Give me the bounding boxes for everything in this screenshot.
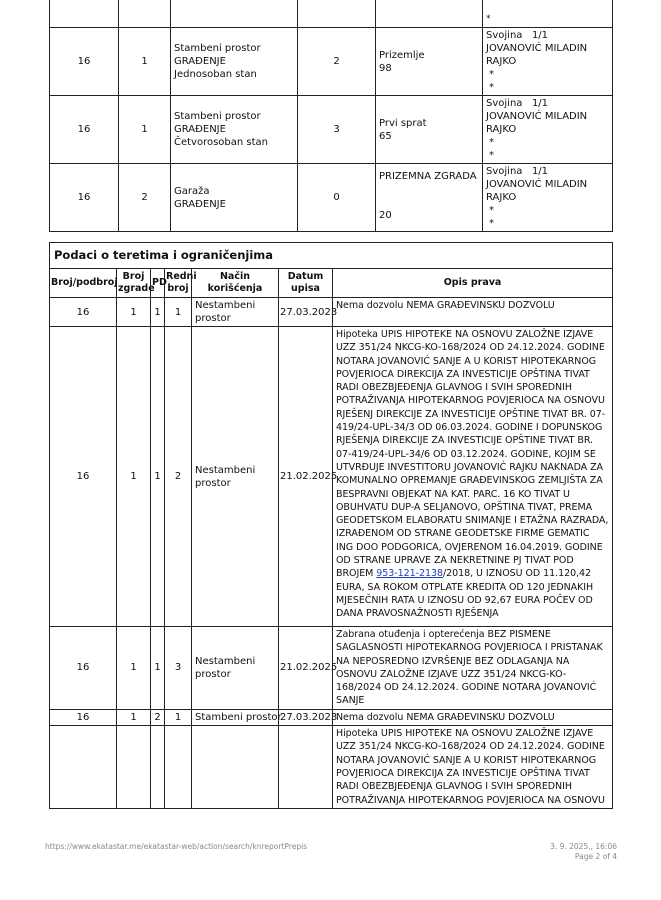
usage-type: Nestambeni prostor <box>192 327 279 627</box>
table-row <box>50 0 613 28</box>
usage-type: Nestambeni prostor <box>192 627 279 710</box>
owner-marker: * <box>489 218 494 229</box>
section-title: Podaci o teretima i ograničenjima <box>50 243 613 269</box>
entry-date: 21.02.2025 <box>279 327 333 627</box>
pd-number: 2 <box>151 709 165 725</box>
parcel-number: 16 <box>50 28 119 96</box>
page-url: https://www.ekatastar.me/ekatastar-web/action/search/knreportPrepis <box>45 842 308 851</box>
header-row <box>50 269 613 298</box>
right-description: Nema dozvolu NEMA GRAĐEVINSKU DOZVOLU <box>333 709 613 725</box>
owner-name: JOVANOVIĆ MILADIN RAJKO <box>486 179 588 203</box>
right-description <box>333 327 613 627</box>
building-number: 1 <box>117 709 151 725</box>
column-header: Redni broj <box>165 269 192 298</box>
ownership-share: Svojina 1/1 <box>486 166 549 177</box>
ownership-share: Svojina 1/1 <box>486 98 549 109</box>
usage-type: Stambeni prostor <box>192 709 279 725</box>
owner-cell <box>483 28 613 96</box>
ownership-share: Svojina 1/1 <box>486 30 549 41</box>
table-row <box>50 709 613 725</box>
parcel-number: 16 <box>50 627 117 710</box>
right-description: Hipoteka UPIS HIPOTEKE NA OSNOVU ZALOŽNE IZJAVE UZZ 351/24 NKCG-KO-168/2024 OD 24.12.2024. GODINE NOTARA JOVANOVIĆ SANJE A U KORIST HIPOTEKARNOG POVJERIOCA DIREKCIJA ZA INVESTICIJE OPŠTINA TIVAT RADI OBEZBJEĐENJA GLAVNOG I SVIH SPOREDNIH POTRAŽIVANJA HIPOTEKARNOG POVJERIOCA NA OSNOVU <box>333 726 613 809</box>
table-row <box>50 28 613 96</box>
cell <box>376 0 483 28</box>
right-description: Zabrana otuđenja i opterećenja BEZ PISMENE SAGLASNOSTI HIPOTEKARNOG POVJERIOCA I PRISTANAK NA NEPOSREDNO IZVRŠENJE BEZ ODLAGANJA NA OSNOVU ZALOŽNE IZJAVE UZZ 351/24 NKCG-KO-168/2024 OD 24.12.2024. GODINE NOTARA JOVANOVIĆ SANJE <box>333 627 613 710</box>
building-number: 1 <box>117 298 151 327</box>
floor-detail: Prizemlje 98 <box>376 28 483 96</box>
description-text: /2018, U IZNOSU OD 11.120,42 EURA, SA ROKOM OTPLATE KREDITA OD 120 JEDNAKIH MJESEČNIH RATA U IZNOSU OD 92,67 EURA POČEV OD DANA PRAVOSNAŽNOSTI RJEŠENJA <box>336 568 594 620</box>
building-number: 1 <box>119 28 171 96</box>
owner-marker: * <box>489 69 494 80</box>
building-number: 1 <box>117 627 151 710</box>
building-number: 1 <box>117 327 151 627</box>
owner-marker: * <box>489 82 494 93</box>
owner-cell <box>483 0 613 28</box>
column-header: Opis prava <box>333 269 613 298</box>
pd-number: 1 <box>151 627 165 710</box>
parcel-number: 16 <box>50 709 117 725</box>
right-description: Nema dozvolu NEMA GRAĐEVINSKU DOZVOLU <box>333 298 613 327</box>
column-header: Broj zgrade <box>117 269 151 298</box>
table-row <box>50 726 613 809</box>
table-row <box>50 327 613 627</box>
entry-date <box>279 726 333 809</box>
owner-marker: * <box>489 205 494 216</box>
owner-name: JOVANOVIĆ MILADIN RAJKO <box>486 111 588 135</box>
cell <box>298 0 376 28</box>
usage-cell: Garaža GRAĐENJE <box>171 164 298 232</box>
floor-detail: PRIZEMNA ZGRADA 20 <box>376 164 483 232</box>
pd-number: 1 <box>151 327 165 627</box>
usage-cell: Stambeni prostor GRAĐENJE Četvorosoban stan <box>171 96 298 164</box>
floor-number: 2 <box>298 28 376 96</box>
table-row <box>50 164 613 232</box>
table-row <box>50 96 613 164</box>
order-number <box>165 726 192 809</box>
building-number: 2 <box>119 164 171 232</box>
owner-marker: * <box>486 14 491 24</box>
parcel-number: 16 <box>50 164 119 232</box>
parcel-number <box>50 726 117 809</box>
column-header: Broj/podbroj <box>50 269 117 298</box>
description-text: Hipoteka UPIS HIPOTEKE NA OSNOVU ZALOŽNE IZJAVE UZZ 351/24 NKCG-KO-168/2024 OD 24.12.2024. GODINE NOTARA JOVANOVIĆ SANJE A U KORIST HIPOTEKARNOG POVJERIOCA DIREKCIJA ZA INVESTICIJE OPŠTINA TIVAT RADI OBEZBJEĐENJA GLAVNOG I SVIH SPOREDNIH POTRAŽIVANJA HIPOTEKARNOG POVJERIOCA NA OSNOVU RJEŠENJ DIREKCIJE ZA INVESTICIJE OPŠTINE TIVAT BR. 07-419/24-UPL-34/3 OD 06.03.2024. GODINE I DOPUNSKOG RJEŠENJA DIREKCIJE ZA INVESTICIJE OPŠTINE TIVAT BR. 07-419/24-UPL-34/6 OD 03.12.2024. GODINE, KOJIM SE UTVRĐUJE INVESTITORU JOVANOVIĆ RAJKU NAKNADA ZA KOMUNALNO OPREMANJE GRAĐEVINSKOG ZEMLJIŠTA ZA BESPRAVNI OBJEKAT NA KAT. PARC. 16 KO TIVAT U OBUHVATU DUP-A SELJANOVO, OPŠTINA TIVAT, PREMA GEODETSKOM ELABORATU SNIMANJE I ETAŽNA RAZRADA, IZRAĐENOM OD STRANE GEODETSKE FIRME GEMATIC ING DOO PODGORICA, OVJERENOM 16.04.2019. GODINE OD STRANE UPRAVE ZA NEKRETNINE PJ TIVAT POD BROJEM <box>336 329 609 580</box>
cell <box>171 0 298 28</box>
column-header: Način korišćenja <box>192 269 279 298</box>
building-number <box>117 726 151 809</box>
parcel-number: 16 <box>50 96 119 164</box>
column-header: Datum upisa <box>279 269 333 298</box>
entry-date: 27.03.2023 <box>279 298 333 327</box>
entry-date: 27.03.2023 <box>279 709 333 725</box>
usage-type <box>192 726 279 809</box>
floor-number: 3 <box>298 96 376 164</box>
page-footer-info <box>550 842 617 862</box>
owner-cell <box>483 96 613 164</box>
parcel-number: 16 <box>50 298 117 327</box>
table-row <box>50 627 613 710</box>
table-row <box>50 298 613 327</box>
pd-number: 1 <box>151 298 165 327</box>
ownership-table <box>49 0 613 232</box>
order-number: 1 <box>165 709 192 725</box>
entry-date: 21.02.2025 <box>279 627 333 710</box>
cell <box>50 0 119 28</box>
reference-link[interactable]: 953-121-2138 <box>376 568 443 580</box>
owner-marker: * <box>489 137 494 148</box>
order-number: 2 <box>165 327 192 627</box>
usage-type: Nestambeni prostor <box>192 298 279 327</box>
encumbrances-table <box>49 242 613 809</box>
order-number: 1 <box>165 298 192 327</box>
print-date: 3. 9. 2025., 16:06 <box>550 842 617 851</box>
owner-marker: * <box>489 150 494 161</box>
parcel-number: 16 <box>50 327 117 627</box>
page-number: Page 2 of 4 <box>574 852 617 861</box>
floor-detail: Prvi sprat 65 <box>376 96 483 164</box>
column-header: PD <box>151 269 165 298</box>
cell <box>119 0 171 28</box>
pd-number <box>151 726 165 809</box>
owner-name: JOVANOVIĆ MILADIN RAJKO <box>486 43 588 67</box>
usage-cell: Stambeni prostor GRAĐENJE Jednosoban stan <box>171 28 298 96</box>
building-number: 1 <box>119 96 171 164</box>
owner-cell <box>483 164 613 232</box>
floor-number: 0 <box>298 164 376 232</box>
order-number: 3 <box>165 627 192 710</box>
